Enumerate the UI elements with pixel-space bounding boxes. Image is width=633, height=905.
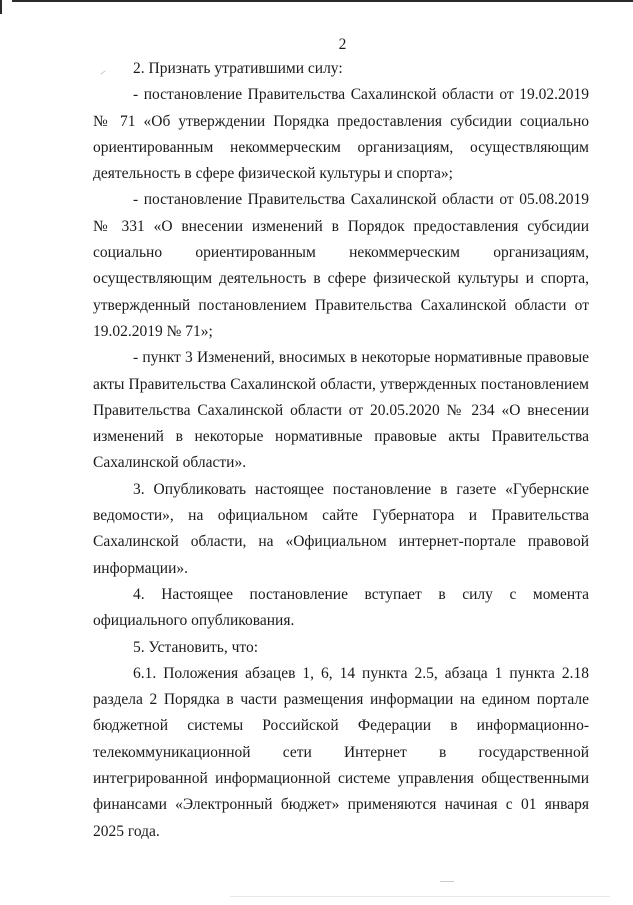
paragraph-repeal-decree-71: - постановление Правительства Сахалинской области от 19.02.2019 № 71 «Об утверждении Порядка предоставления субсидии социально ориентированным некоммерческим организациям, осуществляющим деятельность в сфере физической культуры и спорта»; (93, 86, 589, 183)
document-body (93, 56, 589, 845)
paragraph-item-2-header: 2. Признать утратившими силу: (133, 60, 343, 77)
scan-left-mark (0, 0, 2, 14)
scan-artifact (440, 881, 454, 882)
scan-top-border (12, 0, 633, 2)
paragraph-repeal-decree-331: - постановление Правительства Сахалинской области от 05.08.2019 № 331 «О внесении изменений в Порядок предоставления субсидии социально ориентированным некоммерческим организациям, осуществляющим деятельность в сфере физической культуры и спорта, утвержденный постановлением Правительства Сахалинской области от 19.02.2019 № 71»; (93, 191, 589, 340)
paragraph-item-3-publish: 3. Опубликовать настоящее постановление в газете «Губернские ведомости», на официальном сайте Губернатора и Правительства Сахалинской области, на «Официальном интернет-портале правовой информации». (93, 480, 589, 577)
scan-artifact (230, 896, 610, 897)
paragraph-item-6-1-provisions: 6.1. Положения абзацев 1, 6, 14 пункта 2.5, абзаца 1 пункта 2.18 раздела 2 Порядка в части размещения информации на едином портале бюджетной системы Российской Федерации в информационно-телекоммуникационной сети Интернет в государственной интегрированной информационной системе управления общественными финансами «Электронный бюджет» применяются начиная с 01 января 2025 года. (93, 664, 589, 840)
paragraph-repeal-item-3: - пункт 3 Изменений, вносимых в некоторые нормативные правовые акты Правительства Сахалинской области, утвержденных постановлением Правительства Сахалинской области от 20.05.2020 № 234 «О внесении изменений в некоторые нормативные правовые акты Правительства Сахалинской области». (93, 349, 589, 472)
paragraph-item-5-establish: 5. Установить, что: (133, 638, 259, 656)
page-number: 2 (338, 36, 347, 53)
paragraph-item-4-effect: 4. Настоящее постановление вступает в силу с момента официального опубликования. (93, 585, 589, 630)
